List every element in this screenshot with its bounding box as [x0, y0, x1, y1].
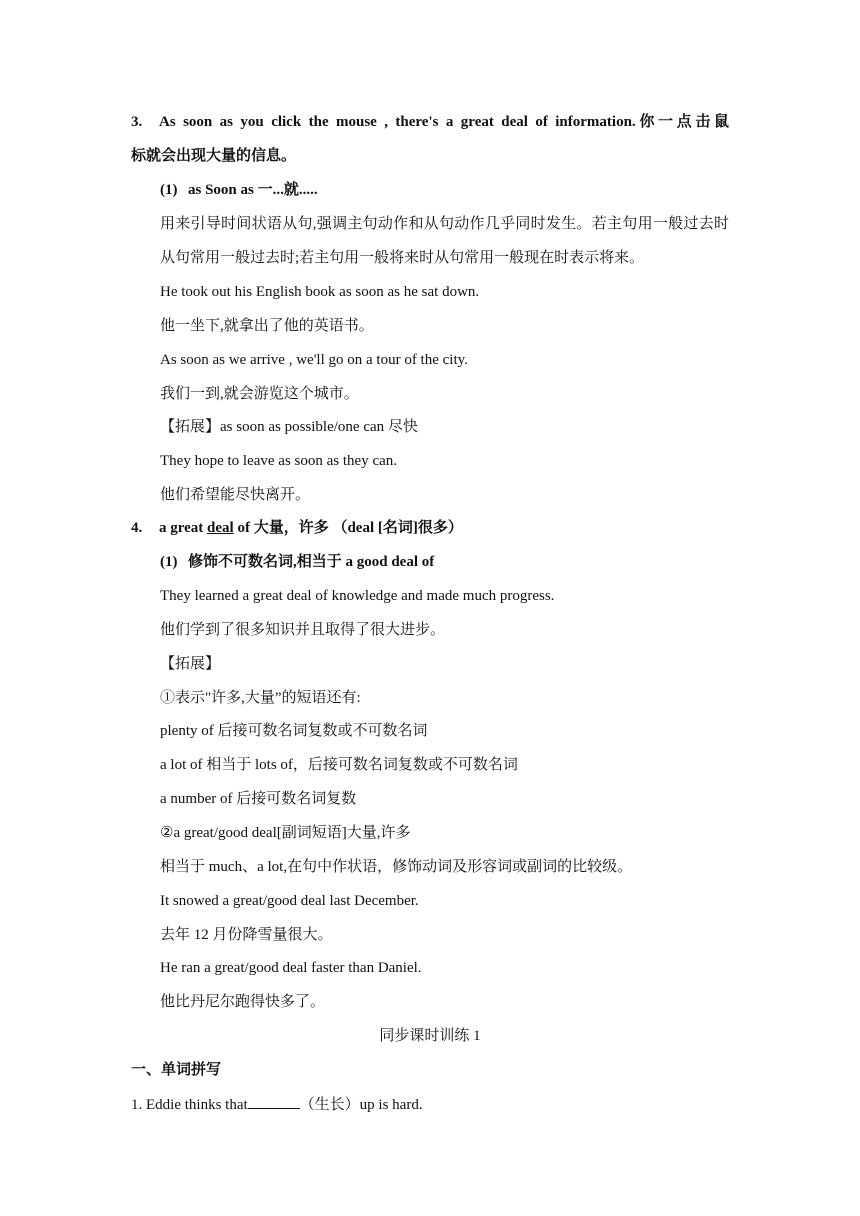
item4-head-pre: a great — [159, 520, 208, 536]
item4-number: 4. — [131, 520, 143, 536]
item3-example3-cn: 他们希望能尽快离开。 — [160, 487, 311, 503]
item4-sub1 — [160, 552, 434, 572]
item4-example3-cn: 他比丹尼尔跑得快多了。 — [160, 994, 326, 1010]
question-1-blank[interactable] — [248, 1094, 300, 1109]
item4-sub1-text: 修饰不可数名词,相当于 a good deal of — [188, 554, 435, 570]
item4-extension-label: 【拓展】 — [160, 656, 221, 672]
item3-explain1: 用来引导时间状语从句,强调主句动作和从句动作几乎同时发生。若主句用一般过去时 — [160, 216, 729, 232]
item3-line2: 标就会出现大量的信息。 — [131, 148, 297, 164]
item3-line1: As soon as you click the mouse , there's a great deal of information.你一点击鼠 — [159, 114, 729, 130]
item3-example2-en: As soon as we arrive , we'll go on a tour of the city. — [160, 352, 468, 368]
item4-example1-cn: 他们学到了很多知识并且取得了很大进步。 — [160, 622, 446, 638]
item3-explain2: 从句常用一般过去时;若主句用一般将来时从句常用一般现在时表示将来。 — [160, 250, 645, 266]
item3-example1-cn: 他一坐下,就拿出了他的英语书。 — [160, 318, 374, 334]
item4-point6: 相当于 much、a lot,在句中作状语，修饰动词及形容词或副词的比较级。 — [160, 859, 633, 875]
item4-example1-en: They learned a great deal of knowledge and made much progress. — [160, 588, 555, 604]
item3-sub1 — [160, 180, 318, 200]
item3-example1-en: He took out his English book as soon as he sat down. — [160, 284, 480, 300]
item4-point2: plenty of 后接可数名词复数或不可数名词 — [160, 723, 428, 739]
exercise-title: 同步课时训练 1 — [379, 1028, 481, 1044]
item3-number: 3. — [131, 114, 143, 130]
item4-example2-en: It snowed a great/good deal last December. — [160, 893, 419, 909]
exercise-question-1 — [131, 1094, 423, 1115]
item4-point4: a number of 后接可数名词复数 — [160, 791, 357, 807]
item3-extension-text: as soon as possible/one can 尽快 — [220, 419, 418, 435]
item4-example3-en: He ran a great/good deal faster than Daniel. — [160, 960, 422, 976]
item4-point3: a lot of 相当于 lots of，后接可数名词复数或不可数名词 — [160, 757, 518, 773]
item4-heading — [131, 518, 463, 538]
item4-example2-cn: 去年 12 月份降雪量很大。 — [160, 927, 333, 943]
item4-head-post: of 大量，许多 （deal [名词]很多） — [233, 520, 463, 536]
item3-example3-en: They hope to leave as soon as they can. — [160, 453, 398, 469]
item4-point1: ①表示"许多,大量”的短语还有: — [160, 690, 361, 706]
exercise-section-heading: 一、单词拼写 — [131, 1062, 222, 1078]
item3-extension — [160, 417, 418, 437]
item3-example2-cn: 我们一到,就会游览这个城市。 — [160, 386, 359, 402]
question-1-pre: 1. Eddie thinks that — [131, 1097, 248, 1113]
item4-sub1-label: (1) — [160, 554, 178, 570]
item3-sub1-label: (1) — [160, 182, 178, 198]
item3-heading — [131, 112, 729, 132]
item4-head-deal: deal — [207, 520, 234, 536]
item4-point5: ②a great/good deal[副词短语]大量,许多 — [160, 825, 411, 841]
question-1-post: （生长）up is hard. — [299, 1097, 423, 1113]
item3-sub1-text: as Soon as 一...就..... — [188, 182, 318, 198]
item3-extension-label: 【拓展】 — [160, 419, 221, 435]
